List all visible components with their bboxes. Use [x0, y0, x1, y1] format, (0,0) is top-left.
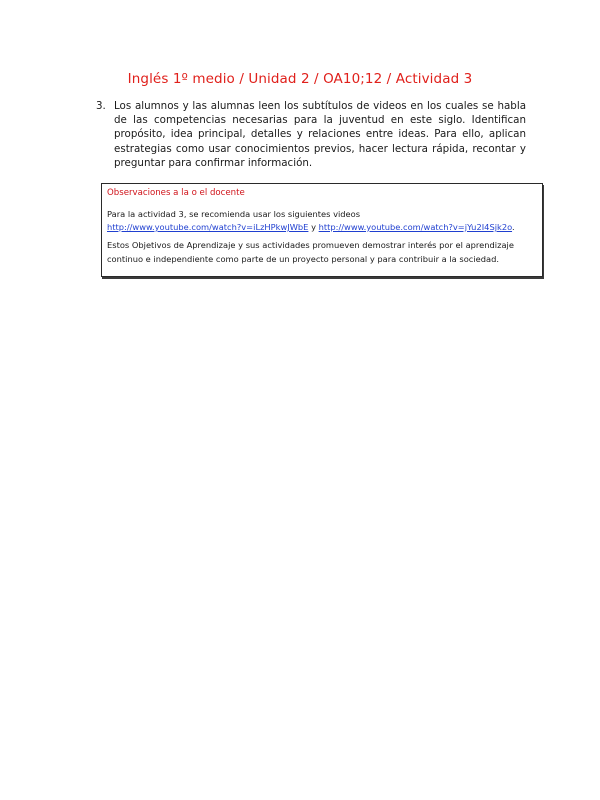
notes-paragraph: Estos Objetivos de Aprendizaje y sus actividades promueven demostrar interés por el aprendizaje continuo e independiente como parte de un proyecto personal y para contribuir a la sociedad. — [107, 240, 514, 264]
activity-item — [96, 99, 526, 170]
video-link-2[interactable]: http://www.youtube.com/watch?v=jYu2I4Sjk2o — [318, 222, 513, 232]
notes-title: Observaciones a la o el docente — [107, 188, 245, 198]
video-link-1[interactable]: http://www.youtube.com/watch?v=iLzHPkwJWbE — [107, 222, 309, 232]
teacher-notes-box — [101, 183, 543, 277]
notes-links-line — [107, 221, 538, 234]
page-title: Inglés 1º medio / Unidad 2 / OA10;12 / Actividad 3 — [127, 71, 473, 87]
notes-intro: Para la actividad 3, se recomienda usar los siguientes videos — [107, 209, 361, 219]
links-connector: y — [311, 222, 316, 232]
links-end-punctuation: . — [512, 222, 515, 232]
activity-description: Los alumnos y las alumnas leen los subtítulos de videos en los cuales se habla de las competencias necesarias para la juventud en este siglo. Identifican propósito, idea principal, detalles y relaciones entre ideas. Para ello, aplican estrategias como usar conocimientos previos, hacer lectura rápida, recontar y preguntar para confirmar información. — [114, 100, 526, 169]
activity-number: 3. — [96, 100, 106, 112]
